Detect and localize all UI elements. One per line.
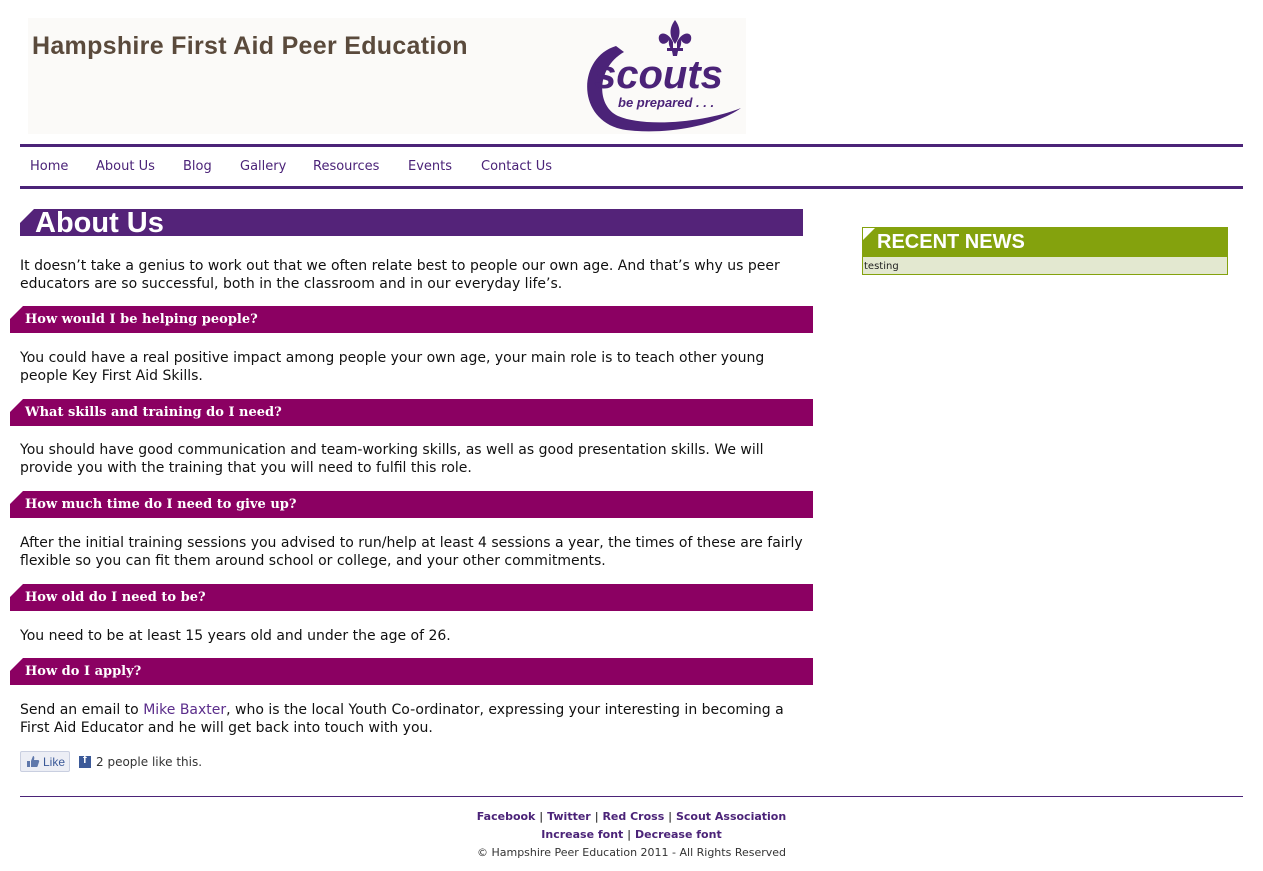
answer-prefix: Send an email to [20, 702, 144, 718]
like-count: 2 people like this. [96, 755, 203, 769]
scouts-logo-graphic [556, 18, 746, 134]
facebook-like-button[interactable] [20, 751, 70, 772]
footer-rule [20, 796, 1243, 797]
logo-tagline: be prepared . . . [618, 95, 715, 110]
thumbs-up-icon [26, 755, 40, 768]
question-heading: How do I apply? [25, 664, 142, 679]
question-heading: How would I be helping people? [25, 312, 258, 327]
nav-home[interactable]: Home [30, 159, 69, 174]
header-banner [28, 18, 746, 134]
question-bar [10, 658, 813, 685]
footer-link-scout-association[interactable]: Scout Association [675, 810, 787, 823]
footer-link-red-cross[interactable]: Red Cross [602, 810, 665, 823]
footer-separator: | [594, 810, 599, 823]
footer-link-facebook[interactable]: Facebook [476, 810, 536, 823]
question-bar [10, 306, 813, 333]
like-label: Like [43, 755, 66, 769]
question-bar [10, 399, 813, 426]
logo-wordmark: scouts [594, 53, 723, 97]
recent-news-panel [862, 227, 1228, 275]
increase-font-link[interactable]: Increase font [541, 828, 624, 841]
recent-news-header [863, 228, 1227, 257]
footer-link-twitter[interactable]: Twitter [547, 810, 591, 823]
main-nav [20, 147, 1243, 186]
scouts-logo[interactable] [556, 18, 746, 134]
page-heading-bar [20, 207, 803, 239]
footer-links [0, 810, 1263, 823]
font-size-links [0, 828, 1263, 841]
answer-text: You could have a real positive impact among people your own age, your main role is to teach other young people Key First Aid Skills. [20, 350, 765, 384]
page-title: About Us [35, 207, 164, 239]
answer-text: You should have good communication and team-working skills, as well as good presentation skills. We will provide you with the training that you will need to fulfil this role. [20, 442, 764, 476]
decrease-font-link[interactable]: Decrease font [635, 828, 722, 841]
mike-baxter-link[interactable]: Mike Baxter [143, 702, 227, 718]
nav-events[interactable]: Events [408, 159, 453, 174]
nav-resources[interactable]: Resources [313, 159, 380, 174]
footer-separator: | [668, 810, 673, 823]
question-heading: What skills and training do I need? [25, 405, 282, 420]
answer-suffix: , who is the local Youth Co-ordinator, expressing your interesting in becoming a First Aid Educator and he will get back into touch with you. [20, 702, 784, 736]
answer-text: After the initial training sessions you advised to run/help at least 4 sessions a year, the times of these are fairly flexible so you can fit them around school or college, and your other commitments. [20, 535, 803, 569]
recent-news-title: RECENT NEWS [877, 231, 1025, 253]
question-bar [10, 491, 813, 518]
answer-text [20, 701, 810, 737]
copyright-text: © Hampshire Peer Education 2011 - All Rights Reserved [476, 846, 787, 859]
facebook-icon: f [79, 756, 91, 768]
question-heading: How much time do I need to give up? [25, 497, 297, 512]
nav-about-us[interactable]: About Us [96, 159, 155, 174]
nav-blog[interactable]: Blog [183, 159, 212, 174]
footer-separator: | [539, 810, 544, 823]
news-item[interactable]: testing [864, 261, 899, 272]
nav-bottom-rule [20, 186, 1243, 189]
nav-contact-us[interactable]: Contact Us [481, 159, 552, 174]
fleur-de-lis-icon [659, 20, 692, 56]
answer-text: You need to be at least 15 years old and under the age of 26. [20, 628, 451, 644]
site-title: Hampshire First Aid Peer Education [32, 32, 468, 60]
question-heading: How old do I need to be? [25, 590, 206, 605]
question-bar [10, 584, 813, 611]
nav-gallery[interactable]: Gallery [240, 159, 287, 174]
intro-text: It doesn’t take a genius to work out that we often relate best to people our own age. And that’s why us peer educators are so successful, both in the classroom and in our everyday life’s. [20, 258, 780, 292]
footer-separator: | [627, 828, 632, 841]
